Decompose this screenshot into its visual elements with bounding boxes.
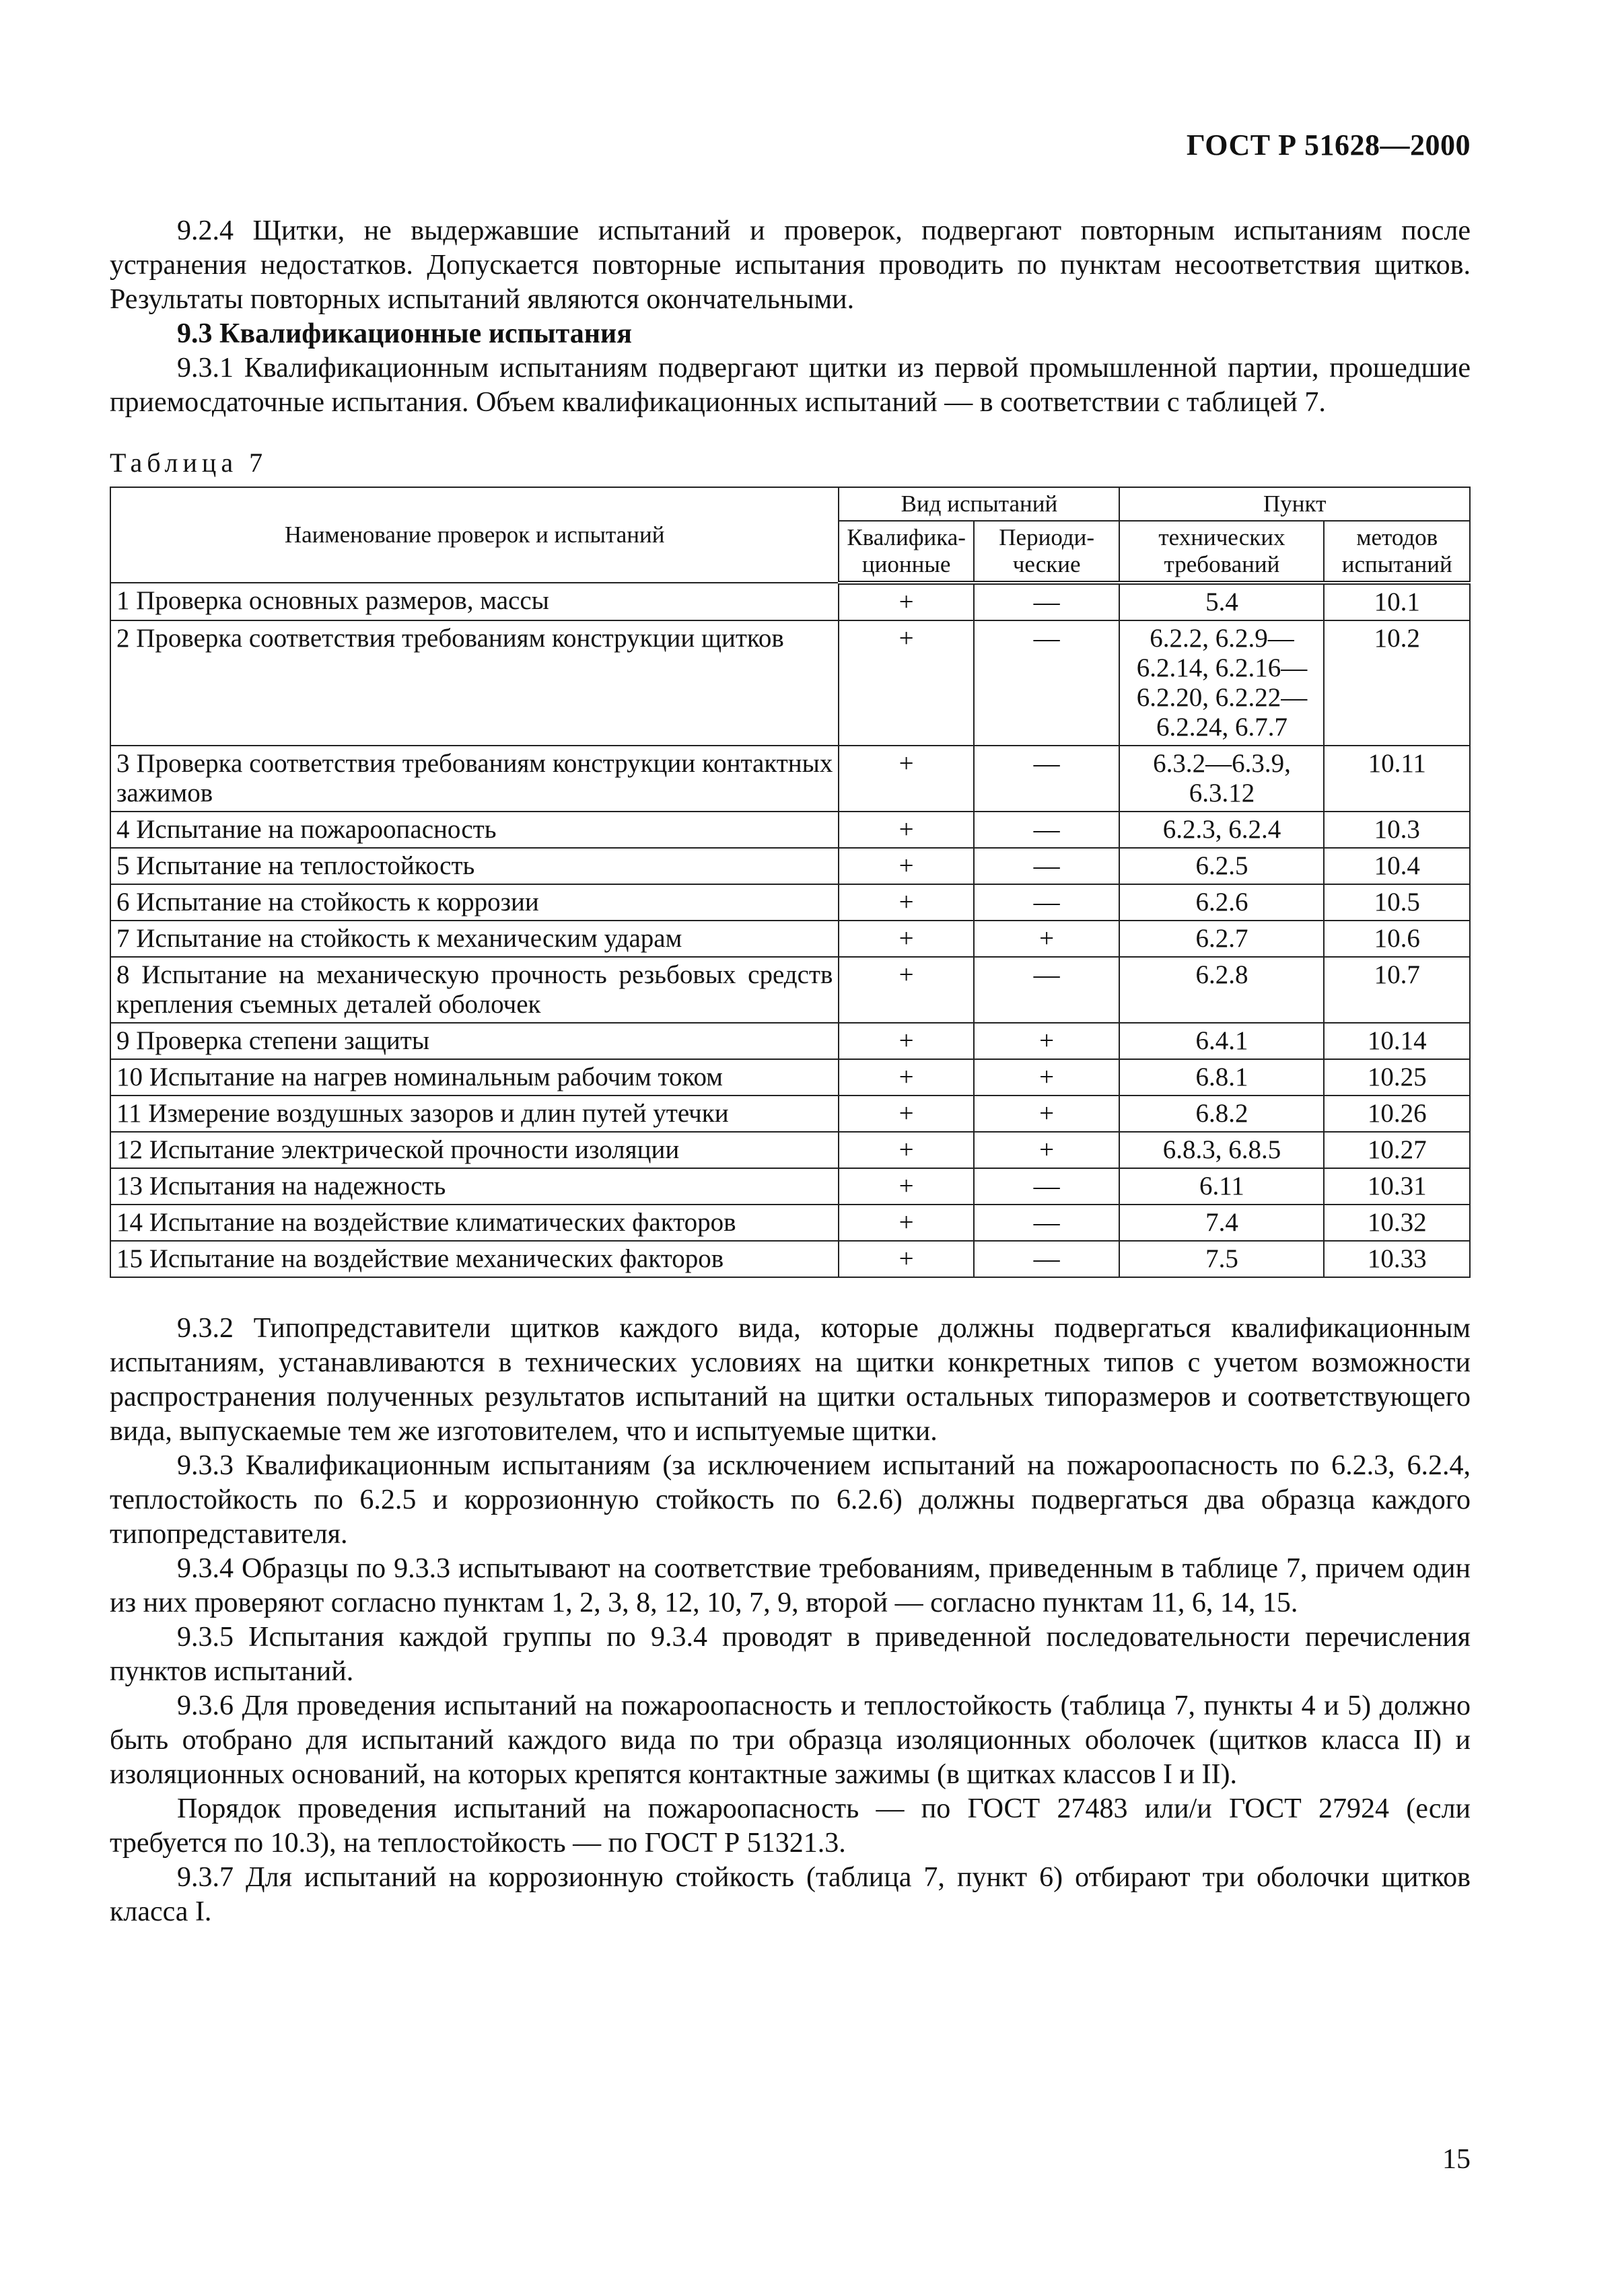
cell-name: 4 Испытание на пожароопасность	[110, 812, 839, 848]
cell-test-method: 10.1	[1324, 583, 1470, 620]
table-row	[110, 1132, 1470, 1168]
cell-test-method: 10.5	[1324, 884, 1470, 921]
paragraph-9-2-4: 9.2.4 Щитки, не выдержавшие испытаний и проверок, подвергают повторным испытаниям после устранения недостатков. Допускается повторные испытания проводить по пунктам несоответствия щитков. Результаты повторных испытаний являются окончательными.	[110, 215, 1471, 315]
cell-periodic: —	[974, 884, 1119, 921]
table-row	[110, 620, 1470, 746]
cell-periodic: —	[974, 848, 1119, 884]
table-row	[110, 884, 1470, 921]
cell-periodic: —	[974, 746, 1119, 812]
cell-tech-req: 6.11	[1119, 1168, 1324, 1205]
cell-name: 3 Проверка соответствия требованиям конструкции контактных зажимов	[110, 746, 839, 812]
paragraph-9-3-4: 9.3.4 Образцы по 9.3.3 испытывают на соответствие требованиям, приведенным в таблице 7, причем один из них проверяют согласно пунктам 1, 2, 3, 8, 12, 10, 7, 9, второй — согласно пунктам 11, 6, 14, 15.	[110, 1553, 1471, 1618]
cell-tech-req: 6.2.3, 6.2.4	[1119, 812, 1324, 848]
cell-tech-req: 6.4.1	[1119, 1023, 1324, 1059]
cell-periodic: —	[974, 620, 1119, 746]
cell-periodic: +	[974, 1132, 1119, 1168]
cell-qualification: +	[839, 620, 974, 746]
cell-qualification: +	[839, 1205, 974, 1241]
cell-qualification: +	[839, 884, 974, 921]
cell-test-method: 10.27	[1324, 1132, 1470, 1168]
cell-name: 13 Испытания на надежность	[110, 1168, 839, 1205]
cell-tech-req: 6.8.2	[1119, 1096, 1324, 1132]
tests-table	[110, 487, 1471, 1278]
paragraph-9-3-1: 9.3.1 Квалификационным испытаниям подвергают щитки из первой промышленной партии, прошедшие приемосдаточные испытания. Объем квалификационных испытаний — в соответствии с таблицей 7.	[110, 353, 1471, 418]
cell-qualification: +	[839, 848, 974, 884]
cell-qualification: +	[839, 746, 974, 812]
header-clause: Пункт	[1119, 487, 1470, 521]
header-test-type: Вид испытаний	[839, 487, 1119, 521]
cell-tech-req: 6.2.2, 6.2.9—6.2.14, 6.2.16—6.2.20, 6.2.22—6.2.24, 6.7.7	[1119, 620, 1324, 746]
table-row	[110, 1168, 1470, 1205]
cell-test-method: 10.14	[1324, 1023, 1470, 1059]
cell-periodic: —	[974, 1241, 1119, 1277]
cell-qualification: +	[839, 957, 974, 1023]
table-row	[110, 1023, 1470, 1059]
table-row	[110, 1241, 1470, 1277]
header-name: Наименование проверок и испытаний	[110, 487, 839, 583]
cell-tech-req: 6.2.8	[1119, 957, 1324, 1023]
cell-tech-req: 6.2.6	[1119, 884, 1324, 921]
cell-name: 11 Измерение воздушных зазоров и длин путей утечки	[110, 1096, 839, 1132]
cell-test-method: 10.33	[1324, 1241, 1470, 1277]
cell-qualification: +	[839, 1096, 974, 1132]
cell-qualification: +	[839, 1059, 974, 1096]
cell-tech-req: 6.2.7	[1119, 921, 1324, 957]
cell-tech-req: 6.8.1	[1119, 1059, 1324, 1096]
table-row	[110, 1096, 1470, 1132]
cell-periodic: —	[974, 812, 1119, 848]
cell-test-method: 10.6	[1324, 921, 1470, 957]
cell-test-method: 10.7	[1324, 957, 1470, 1023]
table-row	[110, 1059, 1470, 1096]
cell-test-method: 10.2	[1324, 620, 1470, 746]
table-row	[110, 848, 1470, 884]
cell-qualification: +	[839, 1132, 974, 1168]
paragraph-procedure: Порядок проведения испытаний на пожароопасность — по ГОСТ 27483 или/и ГОСТ 27924 (если требуется по 10.3), на теплостойкость — по ГОСТ Р 51321.3.	[110, 1793, 1471, 1859]
table-caption: Таблица 7	[110, 447, 268, 478]
cell-qualification: +	[839, 1168, 974, 1205]
cell-periodic: —	[974, 1168, 1119, 1205]
cell-name: 6 Испытание на стойкость к коррозии	[110, 884, 839, 921]
cell-tech-req: 6.2.5	[1119, 848, 1324, 884]
cell-qualification: +	[839, 1023, 974, 1059]
cell-periodic: —	[974, 957, 1119, 1023]
table-row	[110, 812, 1470, 848]
cell-qualification: +	[839, 921, 974, 957]
cell-periodic: +	[974, 1059, 1119, 1096]
cell-test-method: 10.26	[1324, 1096, 1470, 1132]
cell-test-method: 10.3	[1324, 812, 1470, 848]
page-number: 15	[1442, 2144, 1471, 2175]
table-body	[110, 583, 1470, 1277]
cell-test-method: 10.11	[1324, 746, 1470, 812]
paragraph-9-3-6: 9.3.6 Для проведения испытаний на пожароопасность и теплостойкость (таблица 7, пункты 4 и 5) должно быть отобрано для испытаний каждого вида по три образца изоляционных оболочек (щитков класса II) и изоляционных оснований, на которых крепятся контактные зажимы (в щитках классов I и II).	[110, 1690, 1471, 1790]
header-periodic: Периоди-ческие	[974, 521, 1119, 583]
paragraph-9-3-3: 9.3.3 Квалификационным испытаниям (за исключением испытаний на пожароопасность по 6.2.3, 6.2.4, теплостойкость по 6.2.5 и коррозионную стойкость по 6.2.6) должны подвергаться два образца каждого типопредставителя.	[110, 1450, 1471, 1550]
cell-test-method: 10.25	[1324, 1059, 1470, 1096]
header-qualification: Квалифика-ционные	[839, 521, 974, 583]
table-row	[110, 583, 1470, 620]
cell-name: 10 Испытание на нагрев номинальным рабочим током	[110, 1059, 839, 1096]
cell-periodic: —	[974, 583, 1119, 620]
section-heading-9-3: 9.3 Квалификационные испытания	[177, 318, 632, 349]
table-row	[110, 1205, 1470, 1241]
cell-qualification: +	[839, 1241, 974, 1277]
paragraph-9-3-2: 9.3.2 Типопредставители щитков каждого вида, которые должны подвергаться квалификационным испытаниям, устанавливаются в технических условиях на щитки конкретных типов с учетом возможности распространения полученных результатов испытаний на щитки остальных типоразмеров и соответствующего вида, выпускаемые тем же изготовителем, что и испытуемые щитки.	[110, 1313, 1471, 1447]
paragraph-9-3-7: 9.3.7 Для испытаний на коррозионную стойкость (таблица 7, пункт 6) отбирают три оболочки щитков класса I.	[110, 1862, 1471, 1927]
document-id: ГОСТ Р 51628—2000	[1186, 129, 1471, 162]
cell-periodic: +	[974, 1023, 1119, 1059]
cell-test-method: 10.4	[1324, 848, 1470, 884]
cell-name: 15 Испытание на воздействие механических факторов	[110, 1241, 839, 1277]
cell-name: 12 Испытание электрической прочности изоляции	[110, 1132, 839, 1168]
cell-tech-req: 6.8.3, 6.8.5	[1119, 1132, 1324, 1168]
cell-qualification: +	[839, 583, 974, 620]
cell-name: 8 Испытание на механическую прочность резьбовых средств крепления съемных деталей оболочек	[110, 957, 839, 1023]
cell-name: 14 Испытание на воздействие климатических факторов	[110, 1205, 839, 1241]
document-body	[110, 214, 1471, 1929]
header-tech-req: технических требований	[1119, 521, 1324, 583]
cell-periodic: +	[974, 1096, 1119, 1132]
cell-name: 7 Испытание на стойкость к механическим ударам	[110, 921, 839, 957]
cell-tech-req: 5.4	[1119, 583, 1324, 620]
cell-name: 1 Проверка основных размеров, массы	[110, 583, 839, 620]
cell-name: 5 Испытание на теплостойкость	[110, 848, 839, 884]
paragraph-9-3-5: 9.3.5 Испытания каждой группы по 9.3.4 проводят в приведенной последовательности перечисления пунктов испытаний.	[110, 1622, 1471, 1687]
paragraphs-after	[110, 1312, 1471, 1929]
cell-tech-req: 6.3.2—6.3.9, 6.3.12	[1119, 746, 1324, 812]
cell-name: 2 Проверка соответствия требованиям конструкции щитков	[110, 620, 839, 746]
cell-tech-req: 7.5	[1119, 1241, 1324, 1277]
table-row	[110, 957, 1470, 1023]
header-test-methods: методов испытаний	[1324, 521, 1470, 583]
cell-tech-req: 7.4	[1119, 1205, 1324, 1241]
table-row	[110, 921, 1470, 957]
cell-name: 9 Проверка степени защиты	[110, 1023, 839, 1059]
cell-test-method: 10.32	[1324, 1205, 1470, 1241]
cell-test-method: 10.31	[1324, 1168, 1470, 1205]
cell-qualification: +	[839, 812, 974, 848]
table-row	[110, 746, 1470, 812]
cell-periodic: —	[974, 1205, 1119, 1241]
cell-periodic: +	[974, 921, 1119, 957]
